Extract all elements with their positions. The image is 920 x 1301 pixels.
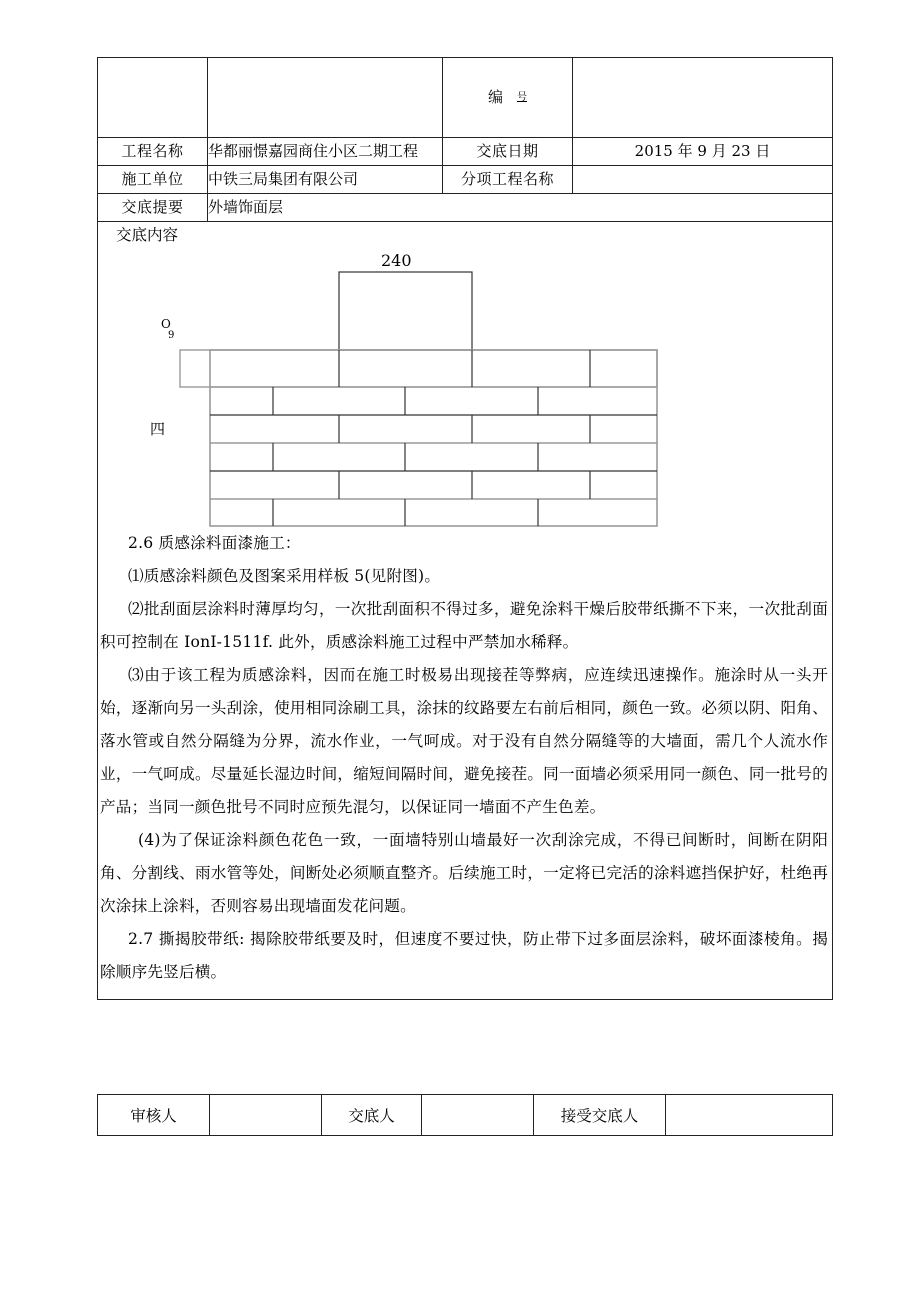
table-row-project bbox=[98, 138, 833, 166]
paragraph-item-3: ⑶由于该工程为质感涂料，因而在施工时极易出现接茬等弊病，应连续迅速操作。施涂时从一头开始，逐渐向另一头刮涂，使用相同涂刷工具，涂抹的纹路要左右前后相同，颜色一致。必须以阴、阳角、落水管或自然分隔缝为分界，流水作业，一气呵成。对于没有自然分隔缝等的大墙面，需几个人流水作业，一气呵成。尽量延长湿边时间，缩短间隔时间，避免接茬。同一面墙必须采用同一颜色、同一批号的产品；当同一颜色批号不同时应预先混匀，以保证同一墙面不产生色差。 bbox=[100, 666, 828, 817]
paragraph-2-6: 2.6 质感涂料面漆施工： bbox=[128, 534, 301, 553]
blank-cell-topleft bbox=[98, 58, 208, 138]
bianhao-cell bbox=[443, 58, 573, 138]
blank-cell-topmid bbox=[208, 58, 443, 138]
value-disclosure-summary[interactable]: 外墙饰面层 bbox=[208, 194, 833, 222]
value-disclosure-date[interactable]: 2015 年 9 月 23 日 bbox=[573, 138, 833, 166]
交底记录-header-table bbox=[97, 57, 833, 1000]
paragraph-item-1: ⑴质感涂料颜色及图案采用样板 5(见附图)。 bbox=[128, 567, 441, 586]
bianhao-value-cell[interactable] bbox=[573, 58, 833, 138]
dimension-label-90-upper: O bbox=[161, 317, 171, 332]
label-reviewer: 审核人 bbox=[98, 1095, 210, 1136]
dimension-label-240: 240 bbox=[381, 251, 412, 271]
brick-diagram-svg bbox=[98, 245, 831, 527]
dimension-label-four: 四 bbox=[150, 420, 166, 439]
value-subitem-project-name[interactable] bbox=[573, 166, 833, 194]
paragraph-item-2: ⑵批刮面层涂料时薄厚均匀，一次批刮面积不得过多，避免涂料干燥后胶带纸撕不下来，一次批刮面积可控制在 IonI-1511f. 此外，质感涂料施工过程中严禁加水稀释。 bbox=[100, 600, 828, 652]
paragraph-2-7: 2.7 撕揭胶带纸: 揭除胶带纸要及时，但速度不要过快，防止带下过多面层涂料，破坏面漆棱角。揭除顺序先竖后横。 bbox=[100, 930, 828, 982]
value-discloser[interactable] bbox=[422, 1095, 534, 1136]
label-disclosure-date: 交底日期 bbox=[443, 138, 573, 166]
value-project-name[interactable]: 华都丽憬嘉园商住小区二期工程 bbox=[208, 138, 443, 166]
signature-row bbox=[98, 1095, 833, 1136]
label-subitem-project-name: 分项工程名称 bbox=[443, 166, 573, 194]
content-heading: 交底内容 bbox=[116, 226, 179, 244]
value-receiver[interactable] bbox=[666, 1095, 833, 1136]
value-construction-unit[interactable]: 中铁三局集团有限公司 bbox=[208, 166, 443, 194]
content-inner bbox=[98, 222, 832, 999]
table-row-content bbox=[98, 222, 833, 1000]
dimension-label-90-lower: 9 bbox=[168, 330, 175, 342]
signature-table bbox=[97, 1094, 833, 1136]
label-disclosure-summary: 交底提要 bbox=[98, 194, 208, 222]
content-cell bbox=[98, 222, 833, 1000]
body-text-block bbox=[98, 527, 832, 999]
label-receiver: 接受交底人 bbox=[534, 1095, 666, 1136]
label-discloser: 交底人 bbox=[322, 1095, 422, 1136]
bianhao-mark: 号 bbox=[517, 92, 527, 104]
label-project-name: 工程名称 bbox=[98, 138, 208, 166]
brick-pattern-diagram bbox=[98, 245, 832, 527]
value-reviewer[interactable] bbox=[210, 1095, 322, 1136]
table-row-summary bbox=[98, 194, 833, 222]
bianhao-label: 编 bbox=[487, 88, 503, 107]
label-construction-unit: 施工单位 bbox=[98, 166, 208, 194]
paragraph-item-4: (4)为了保证涂料颜色花色一致，一面墙特别山墙最好一次刮涂完成，不得已间断时，间断在阴阳角、分割线、雨水管等处，间断处必须顺直整齐。后续施工时，一定将已完活的涂料遮挡保护好，杜绝再次涂抹上涂料，否则容易出现墙面发花问题。 bbox=[100, 831, 828, 916]
table-row-bianhao bbox=[98, 58, 833, 138]
table-row-unit bbox=[98, 166, 833, 194]
